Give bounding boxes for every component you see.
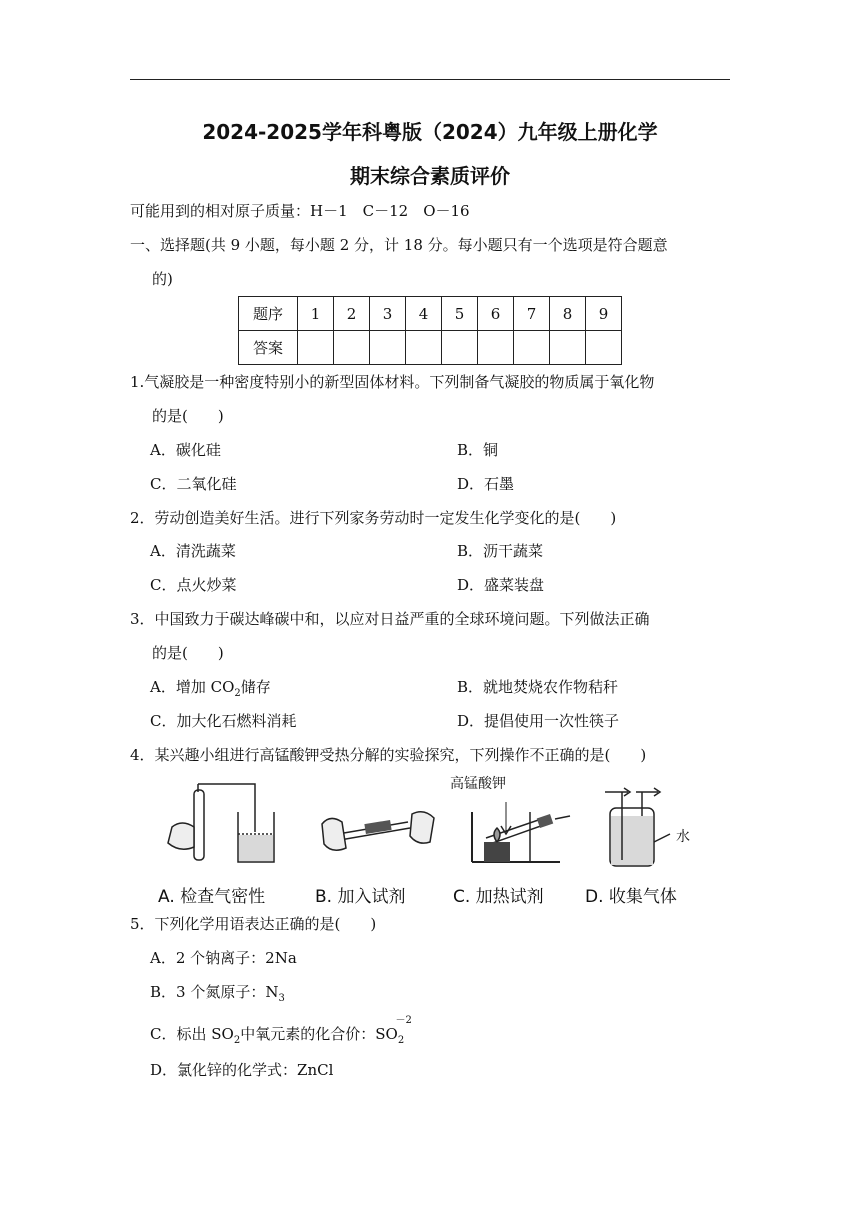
question-number: 7 [514,297,550,331]
formula-o-with-charge [385,1015,412,1044]
question-number: 1 [298,297,334,331]
q3-option-a-post: 储存 [240,678,271,696]
q1-stem-line2: 的是( ) [152,407,224,425]
q5-option-b-sub: 3 [278,993,285,1004]
q5-stem: 5．下列化学用语表达正确的是( ) [130,915,377,933]
q5-option-a: A．2 个钠离子：2Na [150,949,297,967]
page-title: 2024-2025学年科粤版（2024）九年级上册化学 [202,120,658,144]
atomic-masses: 可能用到的相对原子质量：H－1 C－12 O－16 [130,202,470,220]
question-number: 2 [334,297,370,331]
answer-cell[interactable] [550,331,586,365]
q3-option-d: D．提倡使用一次性筷子 [457,712,620,730]
q3-option-a-sub: 2 [234,688,241,699]
q5-option-b-pre: B．3 个氮原子：N [150,983,279,1001]
q4-apparatus-illustration [150,772,710,882]
q3-option-a [150,677,271,704]
oxygen-valence: －2 [395,1015,412,1026]
gas-collection-apparatus [605,788,670,866]
q2-stem: 2．劳动创造美好生活。进行下列家务劳动时一定发生化学变化的是( ) [130,509,617,527]
q5-option-b [150,982,285,1009]
answer-cell[interactable] [586,331,622,365]
section-heading-line1: 一、选择题(共 9 小题，每小题 2 分，计 18 分。每小题只有一个选项是符合题意 [130,236,668,254]
answer-cell[interactable] [442,331,478,365]
q1-option-d: D．石墨 [457,475,515,493]
question-number: 9 [586,297,622,331]
label-kmno4: 高锰酸钾 [450,776,506,792]
q1-option-c: C．二氧化硅 [150,475,237,493]
question-number: 3 [370,297,406,331]
caption-d: D. 收集气体 [585,887,677,907]
heating-apparatus [472,802,570,862]
answer-cell[interactable] [370,331,406,365]
q2-option-a: A．清洗蔬菜 [150,542,236,560]
q2-option-b: B．沥干蔬菜 [457,542,544,560]
answer-cell[interactable] [514,331,550,365]
q4-stem: 4．某兴趣小组进行高锰酸钾受热分解的实验探究，下列操作不正确的是( ) [130,746,647,764]
q1-option-a: A．碳化硅 [150,441,221,459]
valence-formula [375,1015,412,1046]
formula-s: S [375,1025,386,1043]
formula-o: O [385,1025,398,1043]
q5-option-c-sub: 2 [233,1035,241,1046]
table-row [239,331,622,365]
q1-option-b: B．铜 [457,441,499,459]
q3-stem-line2: 的是( ) [152,644,224,662]
q5-option-c [150,1015,412,1051]
answer-cell[interactable] [478,331,514,365]
formula-sub: 2 [397,1035,405,1046]
q3-option-b: B．就地焚烧农作物秸秆 [457,678,619,696]
table-row [239,297,622,331]
row-label-number: 题序 [239,297,298,331]
section-heading-line2: 的) [152,270,173,288]
question-number: 8 [550,297,586,331]
page-subtitle: 期末综合素质评价 [350,164,510,188]
answer-table [238,296,622,365]
q2-option-d: D．盛菜装盘 [457,576,545,594]
answer-cell[interactable] [334,331,370,365]
q3-option-c: C．加大化石燃料消耗 [150,712,297,730]
answer-cell[interactable] [406,331,442,365]
question-number: 5 [442,297,478,331]
question-number: 4 [406,297,442,331]
top-rule [130,79,730,80]
add-reagent-apparatus [322,812,434,851]
q5-option-c-pre: C．标出 SO [150,1025,234,1043]
q5-option-c-mid: 中氧元素的化合价： [240,1025,376,1043]
q3-option-a-pre: A．增加 CO [150,678,235,696]
q1-stem-line1: 1.气凝胶是一种密度特别小的新型固体材料。下列制备气凝胶的物质属于氧化物 [130,373,655,391]
question-number: 6 [478,297,514,331]
airtightness-apparatus [168,784,274,862]
q2-option-c: C．点火炒菜 [150,576,237,594]
caption-c: C. 加热试剂 [453,887,544,907]
q3-stem-line1: 3．中国致力于碳达峰碳中和，以应对日益严重的全球环境问题。下列做法正确 [130,610,650,628]
caption-b: B. 加入试剂 [315,887,406,907]
row-label-answer: 答案 [239,331,298,365]
label-water: 水 [676,829,690,845]
q5-option-d: D．氯化锌的化学式：ZnCl [150,1061,334,1079]
q4-figure [150,772,710,907]
caption-a: A. 检查气密性 [158,887,266,907]
answer-cell[interactable] [298,331,334,365]
